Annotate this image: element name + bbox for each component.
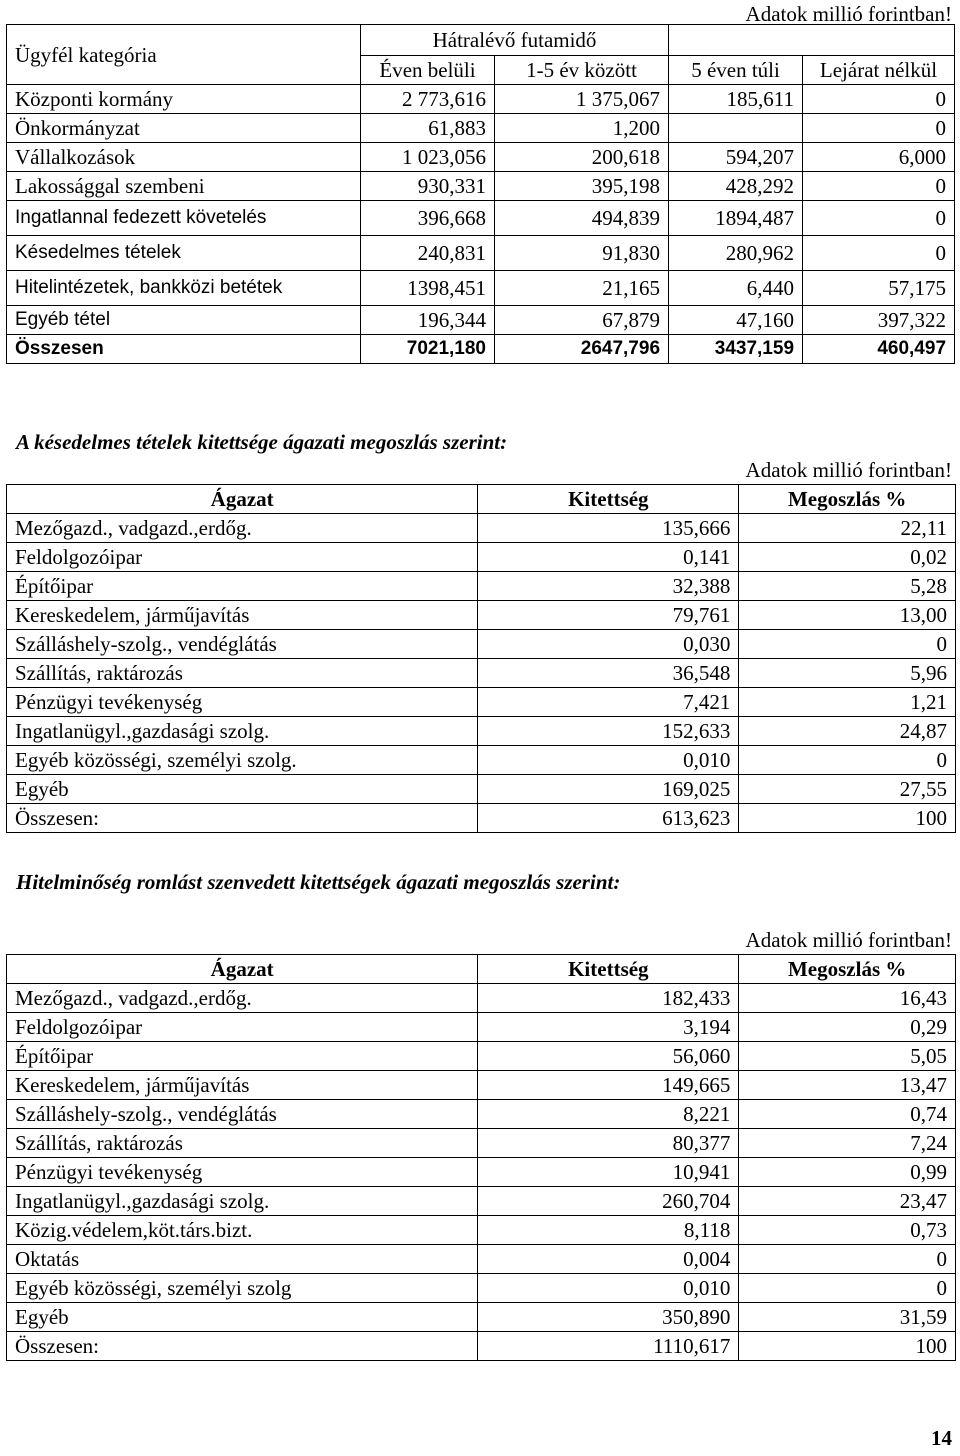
row-label: Egyéb [7,1303,478,1332]
exposure-value: 3,194 [478,1013,739,1042]
column-header: Kitettség [478,485,739,514]
category-header: Ügyfél kategória [7,25,361,85]
delayed-items-table [6,484,956,833]
row-label: Szálláshely-szolg., vendéglátás [7,1100,478,1129]
table-row [7,1042,956,1071]
cell-value: 280,962 [669,236,803,271]
share-value: 0 [739,1274,956,1303]
table-row [7,1129,956,1158]
row-label: Építőipar [7,1042,478,1071]
cell-value: 3437,159 [669,335,803,364]
exposure-value: 0,141 [478,543,739,572]
row-label: Hitelintézetek, bankközi betétek [7,271,361,306]
exposure-value: 79,761 [478,601,739,630]
table-row [7,1071,956,1100]
exposure-value: 10,941 [478,1158,739,1187]
column-header: Kitettség [478,955,739,984]
share-value: 0,74 [739,1100,956,1129]
table-row [7,659,956,688]
row-label: Feldolgozóipar [7,543,478,572]
row-label: Kereskedelem, járműjavítás [7,601,478,630]
cell-value: 930,331 [361,172,495,201]
share-value: 0 [739,746,956,775]
column-header: Megoszlás % [739,485,956,514]
cell-value: 61,883 [361,114,495,143]
table-row [7,804,956,833]
row-label: Önkormányzat [7,114,361,143]
group-header: Hátralévő futamidő [361,25,669,56]
table-row [7,1332,956,1361]
maturity-table [6,24,955,364]
share-value: 100 [739,804,956,833]
cell-value: 47,160 [669,306,803,335]
exposure-value: 0,010 [478,1274,739,1303]
cell-value: 196,344 [361,306,495,335]
row-label: Egyéb [7,775,478,804]
row-label: Egyéb közösségi, személyi szolg. [7,746,478,775]
table-row [7,1100,956,1129]
table-row [7,775,956,804]
cell-value: 397,322 [803,306,955,335]
cell-value: 6,440 [669,271,803,306]
cell-value: 185,611 [669,85,803,114]
column-header: Ágazat [7,955,478,984]
table-row [7,201,955,236]
exposure-value: 56,060 [478,1042,739,1071]
table-row [7,984,956,1013]
column-header: Ágazat [7,485,478,514]
cell-value: 494,839 [495,201,669,236]
page-number: 14 [931,1426,952,1450]
share-value: 0,73 [739,1216,956,1245]
table-row [7,1158,956,1187]
share-value: 27,55 [739,775,956,804]
cell-value: 395,198 [495,172,669,201]
share-value: 5,96 [739,659,956,688]
table-row [7,143,955,172]
exposure-value: 8,118 [478,1216,739,1245]
exposure-value: 350,890 [478,1303,739,1332]
table-row [7,1013,956,1042]
total-row [7,335,955,364]
cell-value: 396,668 [361,201,495,236]
row-label: Kereskedelem, járműjavítás [7,1071,478,1100]
share-value: 22,11 [739,514,956,543]
share-value: 0 [739,1245,956,1274]
exposure-value: 0,004 [478,1245,739,1274]
row-label: Feldolgozóipar [7,1013,478,1042]
row-label: Szálláshely-szolg., vendéglátás [7,630,478,659]
column-header: 5 éven túli [669,56,803,85]
exposure-value: 0,030 [478,630,739,659]
share-value: 0,29 [739,1013,956,1042]
cell-value: 0 [803,201,955,236]
cell-value: 0 [803,236,955,271]
table-row [7,236,955,271]
share-value: 24,87 [739,717,956,746]
row-label: Építőipar [7,572,478,601]
column-header: 1-5 év között [495,56,669,85]
row-label: Lakossággal szembeni [7,172,361,201]
share-value: 0,99 [739,1158,956,1187]
exposure-value: 152,633 [478,717,739,746]
table-row [7,543,956,572]
table-row [7,172,955,201]
cell-value: 1 023,056 [361,143,495,172]
row-label: Egyéb tétel [7,306,361,335]
row-label: Összesen: [7,1332,478,1361]
units-note-top: Adatok millió forintban! [745,2,952,26]
table-row [7,717,956,746]
cell-value: 21,165 [495,271,669,306]
cell-value: 1894,487 [669,201,803,236]
table-row [7,1274,956,1303]
row-label: Mezőgazd., vadgazd.,erdőg. [7,514,478,543]
cell-value: 200,618 [495,143,669,172]
share-value: 1,21 [739,688,956,717]
exposure-value: 613,623 [478,804,739,833]
units-note: Adatok millió forintban! [745,458,952,482]
cell-value: 57,175 [803,271,955,306]
share-value: 31,59 [739,1303,956,1332]
row-label: Ingatlanügyl.,gazdasági szolg. [7,1187,478,1216]
row-label: Szállítás, raktározás [7,1129,478,1158]
share-value: 5,05 [739,1042,956,1071]
table-row [7,746,956,775]
row-label: Oktatás [7,1245,478,1274]
row-label: Összesen [7,335,361,364]
share-value: 7,24 [739,1129,956,1158]
table-row [7,688,956,717]
row-label: Központi kormány [7,85,361,114]
impaired-exposures-table [6,954,956,1361]
row-label: Mezőgazd., vadgazd.,erdőg. [7,984,478,1013]
share-value: 5,28 [739,572,956,601]
table-row [7,514,956,543]
cell-value [669,114,803,143]
exposure-value: 36,548 [478,659,739,688]
table-row [7,1216,956,1245]
column-header: Éven belüli [361,56,495,85]
table-row [7,1187,956,1216]
table-row [7,572,956,601]
exposure-value: 260,704 [478,1187,739,1216]
row-label: Ingatlanügyl.,gazdasági szolg. [7,717,478,746]
cell-value: 0 [803,85,955,114]
table-row [7,114,955,143]
table-row [7,1245,956,1274]
row-label: Szállítás, raktározás [7,659,478,688]
cell-value: 1 375,067 [495,85,669,114]
row-label: Összesen: [7,804,478,833]
row-label: Egyéb közösségi, személyi szolg [7,1274,478,1303]
row-label: Pénzügyi tevékenység [7,1158,478,1187]
row-label: Ingatlannal fedezett követelés [7,201,361,236]
cell-value: 2 773,616 [361,85,495,114]
share-value: 0 [739,630,956,659]
cell-value: 2647,796 [495,335,669,364]
row-label: Közig.védelem,köt.társ.bizt. [7,1216,478,1245]
section-title: A késedelmes tételek kitettsége ágazati megoszlás szerint: [16,430,508,454]
row-label: Pénzügyi tevékenység [7,688,478,717]
cell-value: 0 [803,172,955,201]
exposure-value: 135,666 [478,514,739,543]
cell-value: 7021,180 [361,335,495,364]
share-value: 13,00 [739,601,956,630]
cell-value: 91,830 [495,236,669,271]
exposure-value: 80,377 [478,1129,739,1158]
header-blank [669,25,955,56]
share-value: 23,47 [739,1187,956,1216]
units-note: Adatok millió forintban! [745,928,952,952]
cell-value: 428,292 [669,172,803,201]
share-value: 16,43 [739,984,956,1013]
share-value: 0,02 [739,543,956,572]
column-header: Megoszlás % [739,955,956,984]
exposure-value: 182,433 [478,984,739,1013]
cell-value: 594,207 [669,143,803,172]
table-row [7,1303,956,1332]
cell-value: 6,000 [803,143,955,172]
cell-value: 1398,451 [361,271,495,306]
table-row [7,601,956,630]
exposure-value: 1110,617 [478,1332,739,1361]
column-header: Lejárat nélkül [803,56,955,85]
exposure-value: 169,025 [478,775,739,804]
section-title: Hitelminőség romlást szenvedett kitettségek ágazati megoszlás szerint: [16,870,621,894]
table-row [7,306,955,335]
exposure-value: 149,665 [478,1071,739,1100]
row-label: Vállalkozások [7,143,361,172]
share-value: 100 [739,1332,956,1361]
row-label: Késedelmes tételek [7,236,361,271]
table-row [7,271,955,306]
exposure-value: 0,010 [478,746,739,775]
cell-value: 67,879 [495,306,669,335]
cell-value: 1,200 [495,114,669,143]
exposure-value: 7,421 [478,688,739,717]
exposure-value: 8,221 [478,1100,739,1129]
exposure-value: 32,388 [478,572,739,601]
cell-value: 460,497 [803,335,955,364]
cell-value: 0 [803,114,955,143]
table-row [7,85,955,114]
table-row [7,630,956,659]
cell-value: 240,831 [361,236,495,271]
share-value: 13,47 [739,1071,956,1100]
